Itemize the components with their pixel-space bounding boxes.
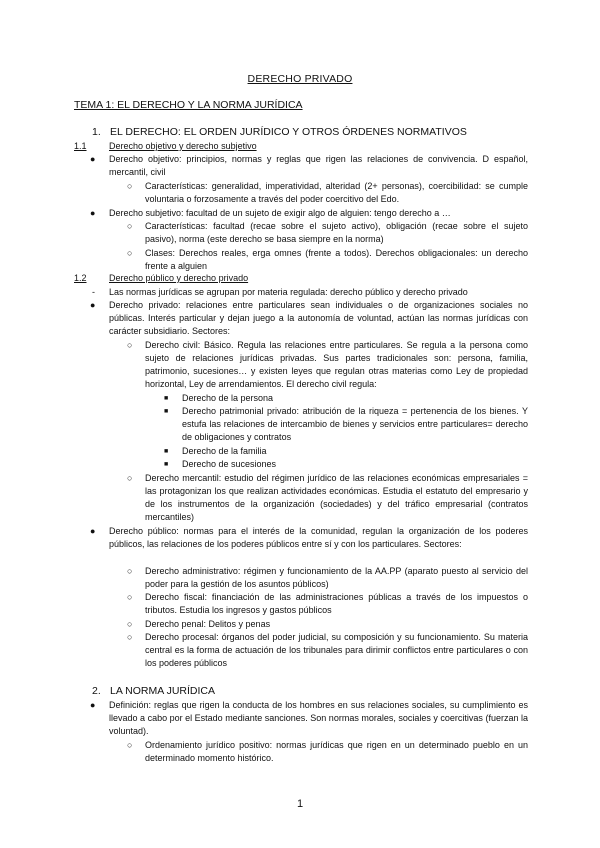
bullet-circle-icon: ○ [127, 632, 133, 642]
tema-heading: TEMA 1: EL DERECHO Y LA NORMA JURÍDICA [74, 99, 303, 111]
bullet-disc-icon: ● [90, 154, 96, 164]
subsection-title: Derecho objetivo y derecho subjetivo [109, 141, 257, 151]
list-item: Derecho de la persona [182, 393, 274, 403]
subsection-heading-1-1 [74, 141, 257, 151]
section-number: 1. [92, 126, 101, 138]
list-item: Derecho civil: Básico. Regula las relaciones entre particulares. Se regula a la persona como sujeto de relaciones jurídicas privadas. Sus partes tradicionales son: persona, familia, patrimonio, sucesiones… y existen leyes que regulan otras materias como Ley de propiedad horizontal, Ley de arrendamientos. El derecho civil regula: [145, 340, 528, 390]
bullet-circle-icon: ○ [127, 340, 133, 350]
bullet-circle-icon: ○ [127, 473, 133, 483]
subsection-number: 1.1 [74, 141, 87, 151]
list-item: Características: facultad (recae sobre el sujeto activo), obligación (recae sobre el sujeto pasivo), norma (este derecho se basa siempre en la norma) [145, 221, 528, 245]
list-item: Características: generalidad, imperatividad, alteridad (2+ personas), coercibilidad: se cumple voluntaria o forzosamente a través del poder coercitivo del Edo. [145, 181, 528, 205]
list-item: Derecho de sucesiones [182, 459, 277, 469]
bullet-circle-icon: ○ [127, 592, 133, 602]
bullet-disc-icon: ● [90, 300, 96, 310]
bullet-square-icon: ■ [164, 448, 169, 455]
list-item: Derecho administrativo: régimen y funcionamiento de la AA.PP (aparato puesto al servicio del poder para la gestión de los asuntos públicos) [145, 566, 528, 590]
bullet-circle-icon: ○ [127, 740, 133, 750]
bullet-dash-icon: - [92, 287, 95, 297]
page-number: 1 [296, 798, 304, 810]
subsection-heading-1-2 [74, 273, 248, 283]
list-item: Derecho patrimonial privado: atribución de la riqueza = pertenencia de los bienes. Y estufa las relaciones de intercambio de bienes y servicios entre particulares= derecho de obligaciones y contratos [182, 406, 528, 443]
list-item: Derecho mercantil: estudio del régimen jurídico de las relaciones económicas empresariales = las protagonizan los que realizan actividades económicas. Estudia el estatuto del empresario y de los instrumentos de la organización (sociedades) y del tráfico empresarial (contratos mercantiles) [145, 473, 528, 523]
list-item: Derecho privado: relaciones entre particulares sean individuales o de organizaciones sociales no públicas. Interés particular y dejan juego a la autonomía de voluntad, actúan las normas jurídicas con carácter subsidiario. Sectores: [109, 300, 528, 337]
section-heading-2 [92, 685, 215, 697]
bullet-square-icon: ■ [164, 408, 169, 415]
bullet-disc-icon: ● [90, 700, 96, 710]
bullet-circle-icon: ○ [127, 181, 133, 191]
list-item: Clases: Derechos reales, erga omnes (frente a todos). Derechos obligacionales: un derecho frente a alguien [145, 248, 528, 272]
list-item: Derecho público: normas para el interés de la comunidad, regulan la organización de los poderes públicos, las relaciones de los poderes públicos entre sí y con los particulares. Sectores: [109, 526, 528, 550]
bullet-disc-icon: ● [90, 526, 96, 536]
bullet-square-icon: ■ [164, 461, 169, 468]
bullet-square-icon: ■ [164, 395, 169, 402]
bullet-circle-icon: ○ [127, 619, 133, 629]
subsection-title: Derecho público y derecho privado [109, 273, 249, 283]
section-title: EL DERECHO: EL ORDEN JURÍDICO Y OTROS ÓRDENES NORMATIVOS [110, 126, 467, 138]
bullet-circle-icon: ○ [127, 221, 133, 231]
bullet-disc-icon: ● [90, 208, 96, 218]
document-title: DERECHO PRIVADO [247, 73, 353, 85]
list-item: Definición: reglas que rigen la conducta de los hombres en sus relaciones sociales, su cumplimiento es llevado a cabo por el Estado mediante sanciones. Son normas morales, sociales y coercitivas (fuerzan la voluntad). [109, 700, 528, 737]
section-title: LA NORMA JURÍDICA [110, 685, 216, 697]
list-item: Derecho procesal: órganos del poder judicial, su composición y su funcionamiento. Su materia central es la forma de actuación de los tribunales para dirimir conflictos entre particulares o con los poderes públicos [145, 632, 528, 669]
list-item: Derecho objetivo: principios, normas y reglas que rigen las relaciones de convivencia. D español, mercantil, civil [109, 154, 528, 178]
list-item: Derecho subjetivo: facultad de un sujeto de exigir algo de alguien: tengo derecho a … [109, 208, 451, 218]
list-item: Derecho penal: Delitos y penas [145, 619, 271, 629]
list-item: Ordenamiento jurídico positivo: normas jurídicas que rigen en un determinado pueblo en un determinado momento histórico. [145, 740, 528, 764]
subsection-number: 1.2 [74, 273, 87, 283]
list-item: Las normas jurídicas se agrupan por materia regulada: derecho público y derecho privado [109, 287, 468, 297]
section-heading-1 [92, 126, 467, 138]
list-item: Derecho de la familia [182, 446, 267, 456]
bullet-circle-icon: ○ [127, 566, 133, 576]
bullet-circle-icon: ○ [127, 248, 133, 258]
list-item: Derecho fiscal: financiación de las administraciones públicas a través de los impuestos o tributos. Estudia los ingresos y gastos públicos [145, 592, 528, 616]
section-number: 2. [92, 685, 101, 697]
